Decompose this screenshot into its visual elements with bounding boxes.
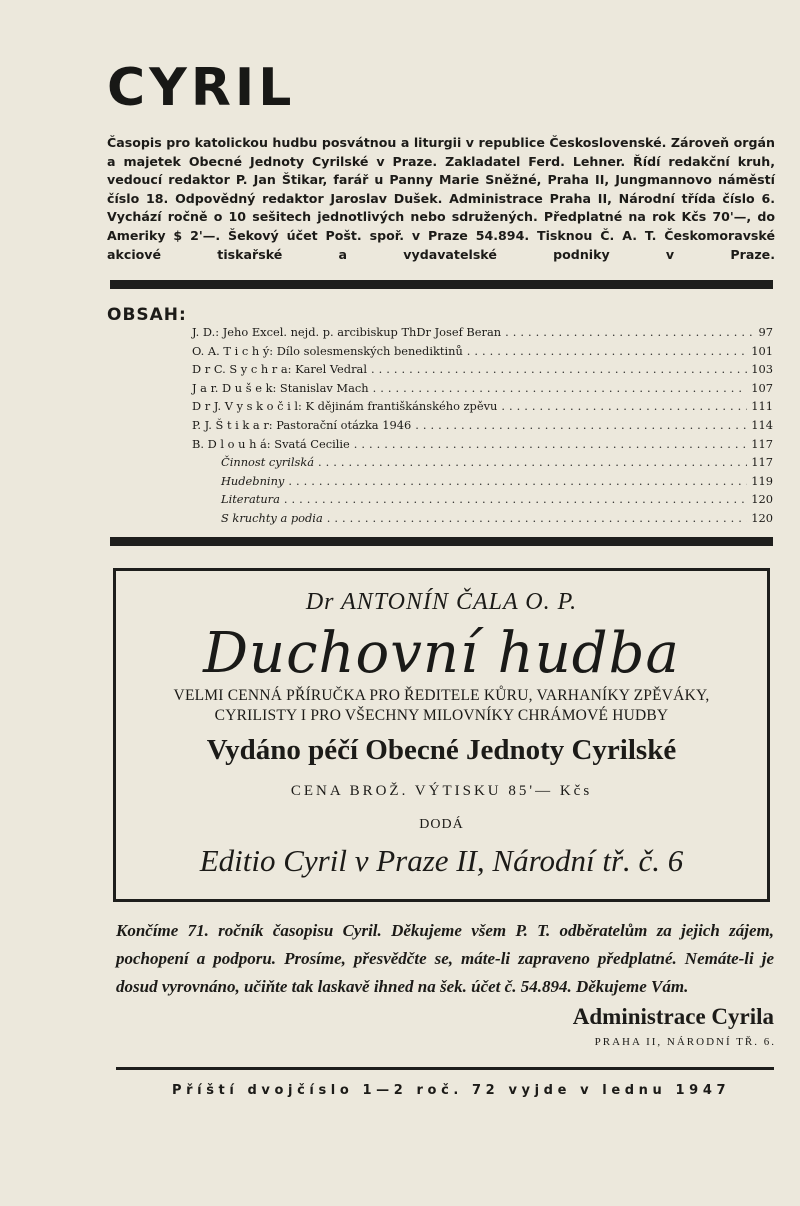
toc-title: OBSAH: bbox=[107, 305, 187, 325]
ad-description-line: CYRILISTY I PRO VŠECHNY MILOVNÍKY CHRÁMOVÉ HUDBY bbox=[214, 707, 669, 724]
ad-price: CENA BROŽ. VÝTISKU 85'— Kčs bbox=[290, 783, 593, 799]
ad-book-title: Duchovní hudba bbox=[203, 621, 680, 686]
subscription-notice: Končíme 71. ročník časopisu Cyril. Děkujeme všem P. T. odběratelům za jejich zájem, pochopení a podporu. Prosíme, přesvědčte se, máte-li zapraveno předplatné. Nemáte-li je dosud vyrovnáno, učiňte tak laskavě ihned na šek. účet č. 54.894. Děkujeme Vám. bbox=[116, 921, 774, 996]
toc-entry: D r C. S y c h r a: Karel Vedral ..... 103 bbox=[192, 362, 773, 381]
publication-info: Časopis pro katolickou hudbu posvátnou a liturgii v republice Československé. Zároveň orgán a majetek Obecné Jednoty Cyrilské v Praze. Zakladatel Ferd. Lehner. Řídí redakční kruh, vedoucí redaktor P. Jan Štikar, farář u Panny Marie Sněžné, Praha II, Jungmannovo náměstí číslo 18. Odpovědný redaktor Jaroslav Dušek. Administrace Praha II, Národní třída číslo 6. Vychází ročně o 10 sešitech jednotlivých nebo sdružených. Předplatné na rok Kčs 70'—, do Ameriky $ 2'—. Šekový účet Pošt. spoř. v Praze 54.894. Tisknou Č. A. T. Českomoravské akciové tiskařské a vydavatelské podniky v Praze. bbox=[107, 135, 775, 262]
toc-entry: O. A. T i c h ý: Dílo solesmenských benediktinů ..... 101 bbox=[192, 344, 773, 363]
toc-entry: J. D.: Jeho Excel. nejd. p. arcibiskup ThDr Josef Beran ..... 97 bbox=[192, 325, 773, 344]
signature-address: PRAHA II, NÁRODNÍ TŘ. 6. bbox=[594, 1036, 776, 1048]
book-advertisement bbox=[113, 568, 770, 902]
divider-middle bbox=[110, 537, 773, 546]
ad-author: Dr ANTONÍN ČALA O. P. bbox=[305, 589, 578, 615]
ad-description-line: VELMI CENNÁ PŘÍRUČKA PRO ŘEDITELE KŮRU, VARHANÍKY ZPĚVÁKY, bbox=[173, 687, 710, 704]
ad-publisher: Vydáno péčí Obecné Jednoty Cyrilské bbox=[206, 734, 677, 766]
toc-entry: B. D l o u h á: Svatá Cecilie ..... 117 bbox=[192, 437, 773, 456]
toc-entry: D r J. V y s k o č i l: K dějinám františkánského zpěvu ..... 111 bbox=[192, 399, 773, 418]
toc-entry: Hudebniny ..... 119 bbox=[192, 474, 773, 493]
ad-address: Editio Cyril v Praze II, Národní tř. č. 6 bbox=[199, 843, 684, 878]
divider-bottom bbox=[116, 1067, 774, 1070]
divider-top bbox=[110, 280, 773, 289]
toc-entry: P. J. Š t i k a r: Pastorační otázka 1946 ..... 114 bbox=[192, 418, 773, 437]
toc-entry: S kruchty a podia ..... 120 bbox=[192, 511, 773, 530]
toc-entry: Činnost cyrilská ..... 117 bbox=[192, 455, 773, 474]
ad-deliver-label: DODÁ bbox=[419, 817, 464, 832]
toc-entry: Literatura ..... 120 bbox=[192, 492, 773, 511]
toc-entry: J a r. D u š e k: Stanislav Mach ..... 107 bbox=[192, 381, 773, 400]
signature: Administrace Cyrila bbox=[572, 1004, 774, 1029]
masthead-title: CYRIL bbox=[107, 58, 296, 118]
table-of-contents bbox=[192, 325, 773, 530]
next-issue-note: Příští dvojčíslo 1—2 roč. 72 vyjde v lednu 1947 bbox=[172, 1083, 731, 1098]
